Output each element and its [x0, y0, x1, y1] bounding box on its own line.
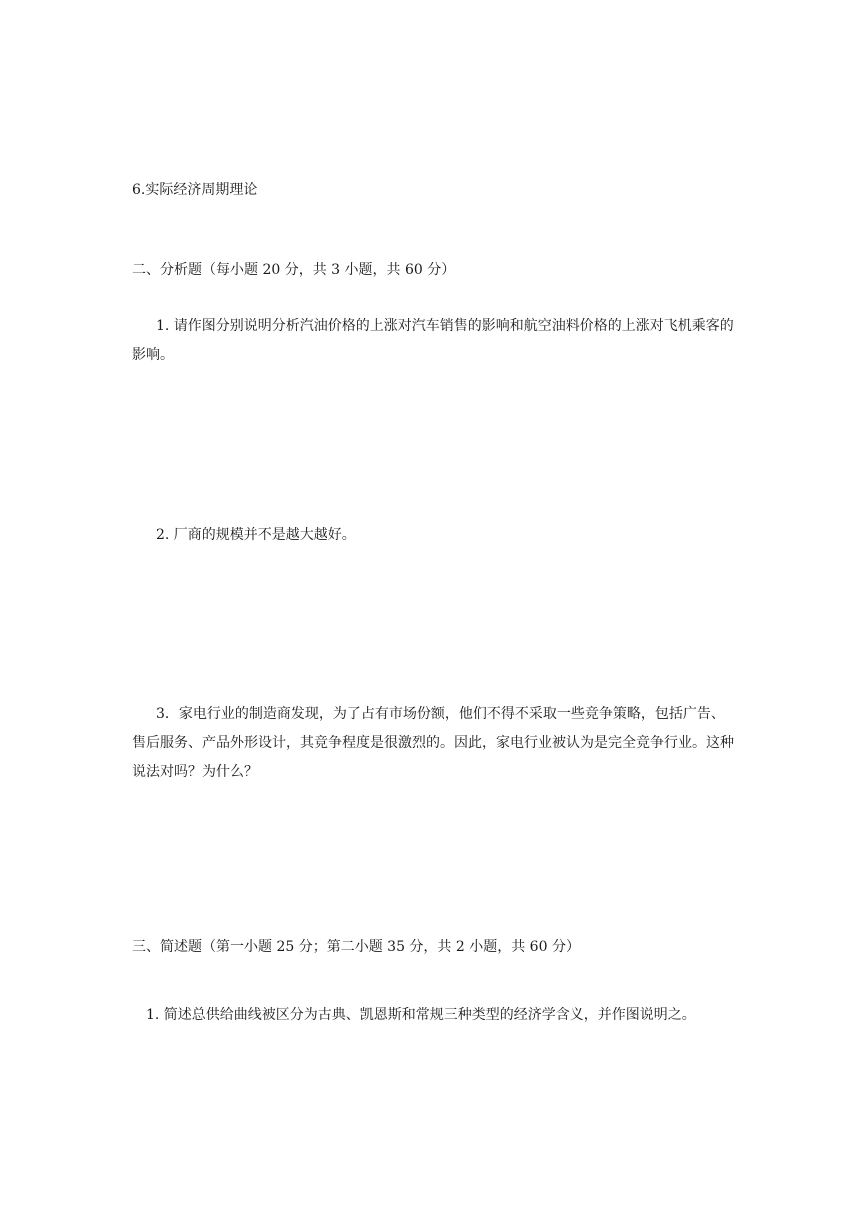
- analysis-question-3: 3．家电行业的制造商发现，为了占有市场份额，他们不得不采取一些竞争策略，包括广告、售后服务、产品外形设计，其竞争程度是很激烈的。因此，家电行业被认为是完全竞争行业。这种说法对吗？为什么？: [132, 706, 734, 780]
- short-answer-question-1: 1. 简述总供给曲线被区分为古典、凯恩斯和常规三种类型的经济学含义，并作图说明之。: [146, 1007, 696, 1023]
- section-2-heading: 二、分析题（每小题 20 分，共 3 小题，共 60 分）: [132, 262, 456, 278]
- analysis-question-1: 1. 请作图分别说明分析汽油价格的上涨对汽车销售的影响和航空油料价格的上涨对飞机乘客的影响。: [132, 318, 734, 363]
- item-6-text: 6.实际经济周期理论: [132, 182, 258, 198]
- section-3-heading: 三、简述题（第一小题 25 分；第二小题 35 分，共 2 小题，共 60 分）: [132, 939, 580, 955]
- analysis-question-2: 2. 厂商的规模并不是越大越好。: [156, 527, 356, 543]
